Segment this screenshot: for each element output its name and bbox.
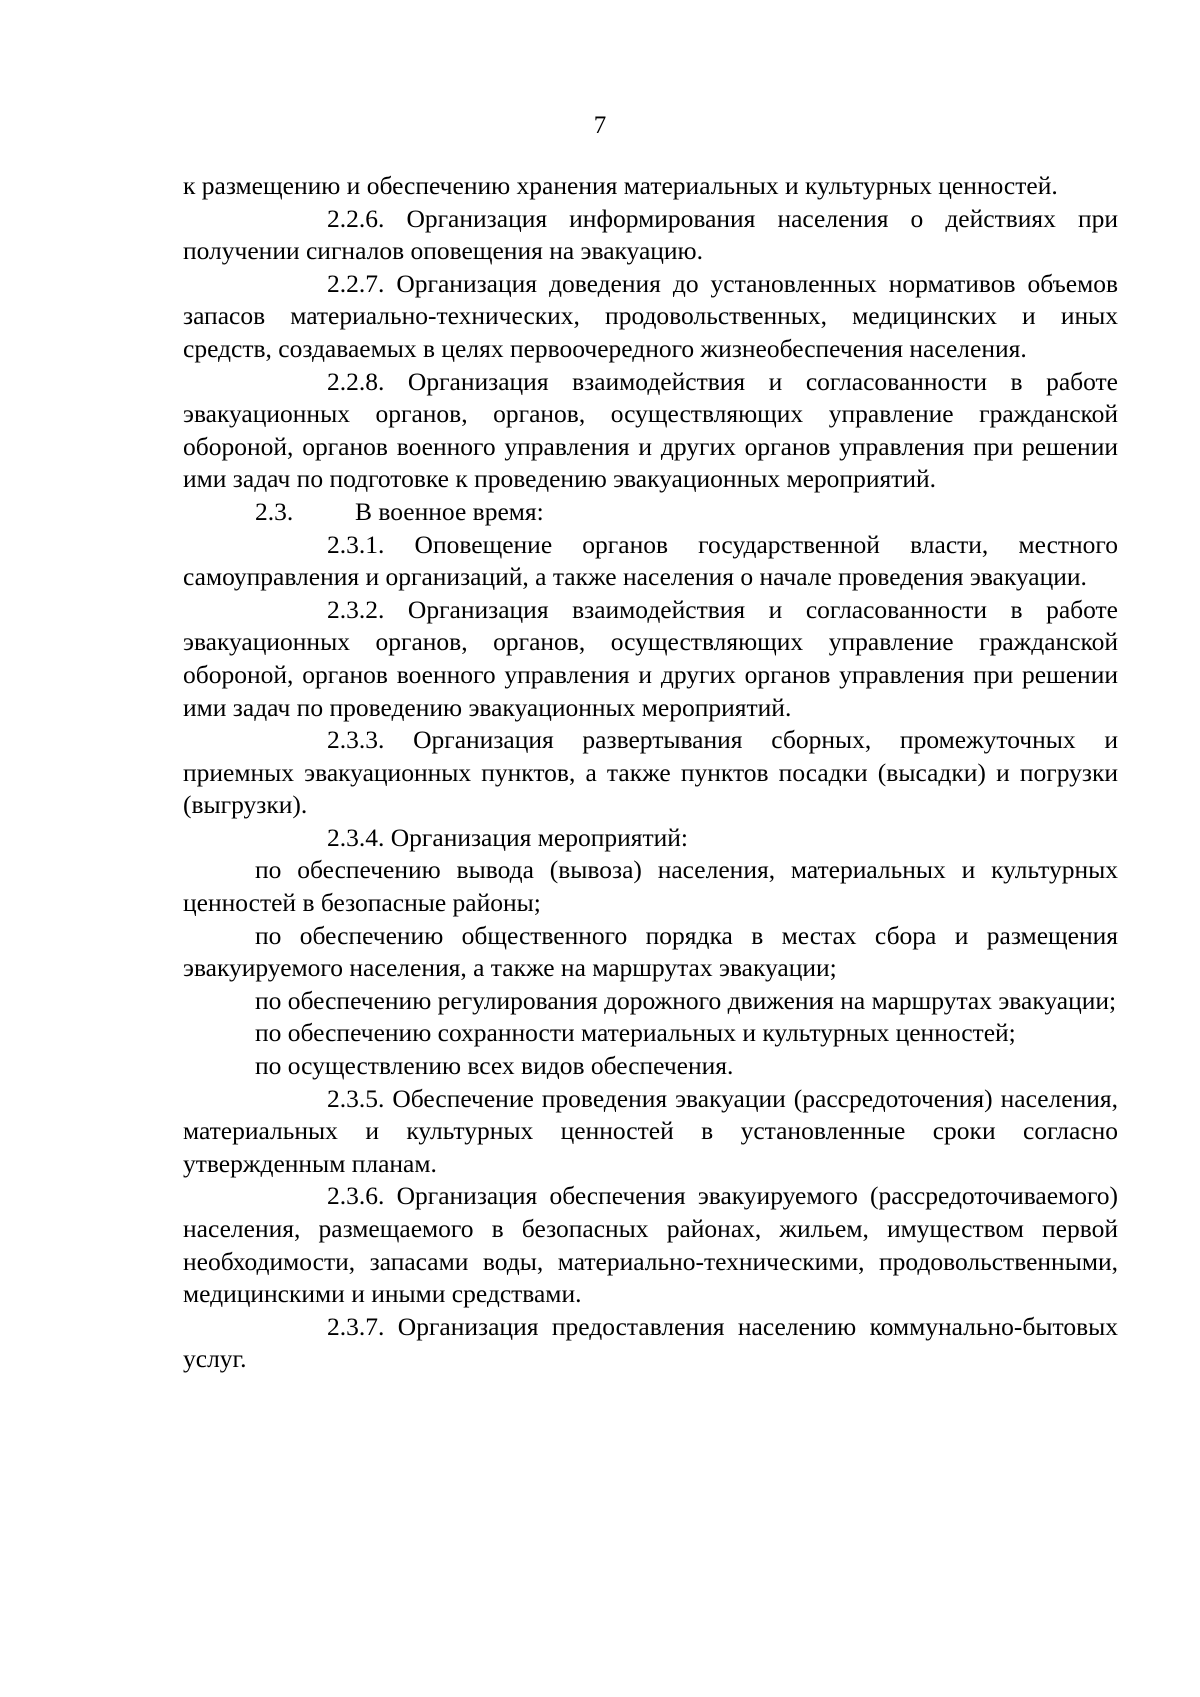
paragraph-text: Организация обеспечения эвакуируемого (рассредоточиваемого) населения, размещаемого в безопасных районах, жильем, имуществом первой необходимости, запасами воды, материально-техническими, продовольственными, медицинскими и иными средствами.: [183, 1181, 1119, 1309]
paragraph-continuation: [183, 170, 1118, 203]
paragraph-2-3-1: [183, 529, 1118, 594]
paragraph-2-3-3: [183, 724, 1118, 822]
list-item: [183, 1050, 1118, 1083]
paragraph-text: по осуществлению всех видов обеспечения.: [255, 1051, 734, 1081]
paragraph-text: Организация мероприятий:: [390, 822, 689, 852]
clause-number: 2.3.: [255, 496, 294, 526]
paragraph-text: по обеспечению общественного порядка в местах сбора и размещения эвакуируемого населения, а также на маршрутах эвакуации;: [183, 920, 1118, 983]
clause-number: 2.3.7.: [327, 1311, 385, 1341]
clause-number: 2.3.2.: [327, 594, 385, 624]
clause-number: 2.3.3.: [327, 725, 385, 755]
paragraph-text: по обеспечению вывода (вывоза) населения, материальных и культурных ценностей в безопасные районы;: [183, 855, 1118, 918]
clause-number: 2.3.6.: [327, 1181, 385, 1211]
clause-number: 2.2.6.: [327, 203, 385, 233]
paragraph-text: Организация информирования населения о действиях при получении сигналов оповещения на эвакуацию.: [183, 203, 1118, 266]
paragraph-2-2-7: [183, 268, 1118, 366]
list-item: [183, 1017, 1118, 1050]
paragraph-2-3-2: [183, 594, 1118, 724]
paragraph-2-2-8: [183, 366, 1118, 496]
paragraph-text: Организация доведения до установленных нормативов объемов запасов материально-технических, продовольственных, медицинских и иных средств, создаваемых в целях первоочередного жизнеобеспечения населения.: [183, 268, 1119, 363]
clause-number: 2.3.4.: [327, 822, 385, 852]
list-item: [183, 854, 1118, 919]
clause-number: 2.2.8.: [327, 366, 385, 396]
paragraph-text: Организация взаимодействия и согласованности в работе эвакуационных органов, органов, осуществляющих управление гражданской обороной, органов военного управления и других органов управления при решении ими задач по подготовке к проведению эвакуационных мероприятий.: [183, 366, 1119, 494]
paragraph-2-3-6: [183, 1180, 1118, 1310]
clause-number: 2.3.1.: [327, 529, 385, 559]
paragraph-2-3: [183, 496, 1118, 529]
list-item: [183, 920, 1118, 985]
document-body: [183, 170, 1118, 1376]
paragraph-text: Обеспечение проведения эвакуации (рассредоточения) населения, материальных и культурных ценностей в установленные сроки согласно утвержденным планам.: [183, 1083, 1118, 1178]
paragraph-text: к размещению и обеспечению хранения материальных и культурных ценностей.: [183, 171, 1058, 200]
paragraph-2-3-7: [183, 1311, 1118, 1376]
list-item: [183, 985, 1118, 1018]
paragraph-text: по обеспечению регулирования дорожного движения на маршрутах эвакуации;: [255, 985, 1117, 1015]
paragraph-2-3-5: [183, 1083, 1118, 1181]
clause-number: 2.3.5.: [327, 1083, 385, 1113]
paragraph-text: по обеспечению сохранности материальных и культурных ценностей;: [255, 1018, 1016, 1048]
paragraph-text: Организация взаимодействия и согласованности в работе эвакуационных органов, органов, осуществляющих управление гражданской обороной, органов военного управления и других органов управления при решении ими задач по проведению эвакуационных мероприятий.: [183, 594, 1119, 722]
paragraph-text: Оповещение органов государственной власти, местного самоуправления и организаций, а также населения о начале проведения эвакуации.: [183, 529, 1118, 592]
paragraph-text: Организация предоставления населению коммунально-бытовых услуг.: [183, 1311, 1118, 1374]
paragraph-2-3-4: [183, 822, 1118, 855]
paragraph-2-2-6: [183, 203, 1118, 268]
paragraph-text: Организация развертывания сборных, промежуточных и приемных эвакуационных пунктов, а также пунктов посадки (высадки) и погрузки (выгрузки).: [183, 725, 1119, 820]
clause-number: 2.2.7.: [327, 268, 385, 298]
paragraph-text: В военное время:: [355, 496, 544, 526]
page-number: 7: [593, 112, 607, 139]
